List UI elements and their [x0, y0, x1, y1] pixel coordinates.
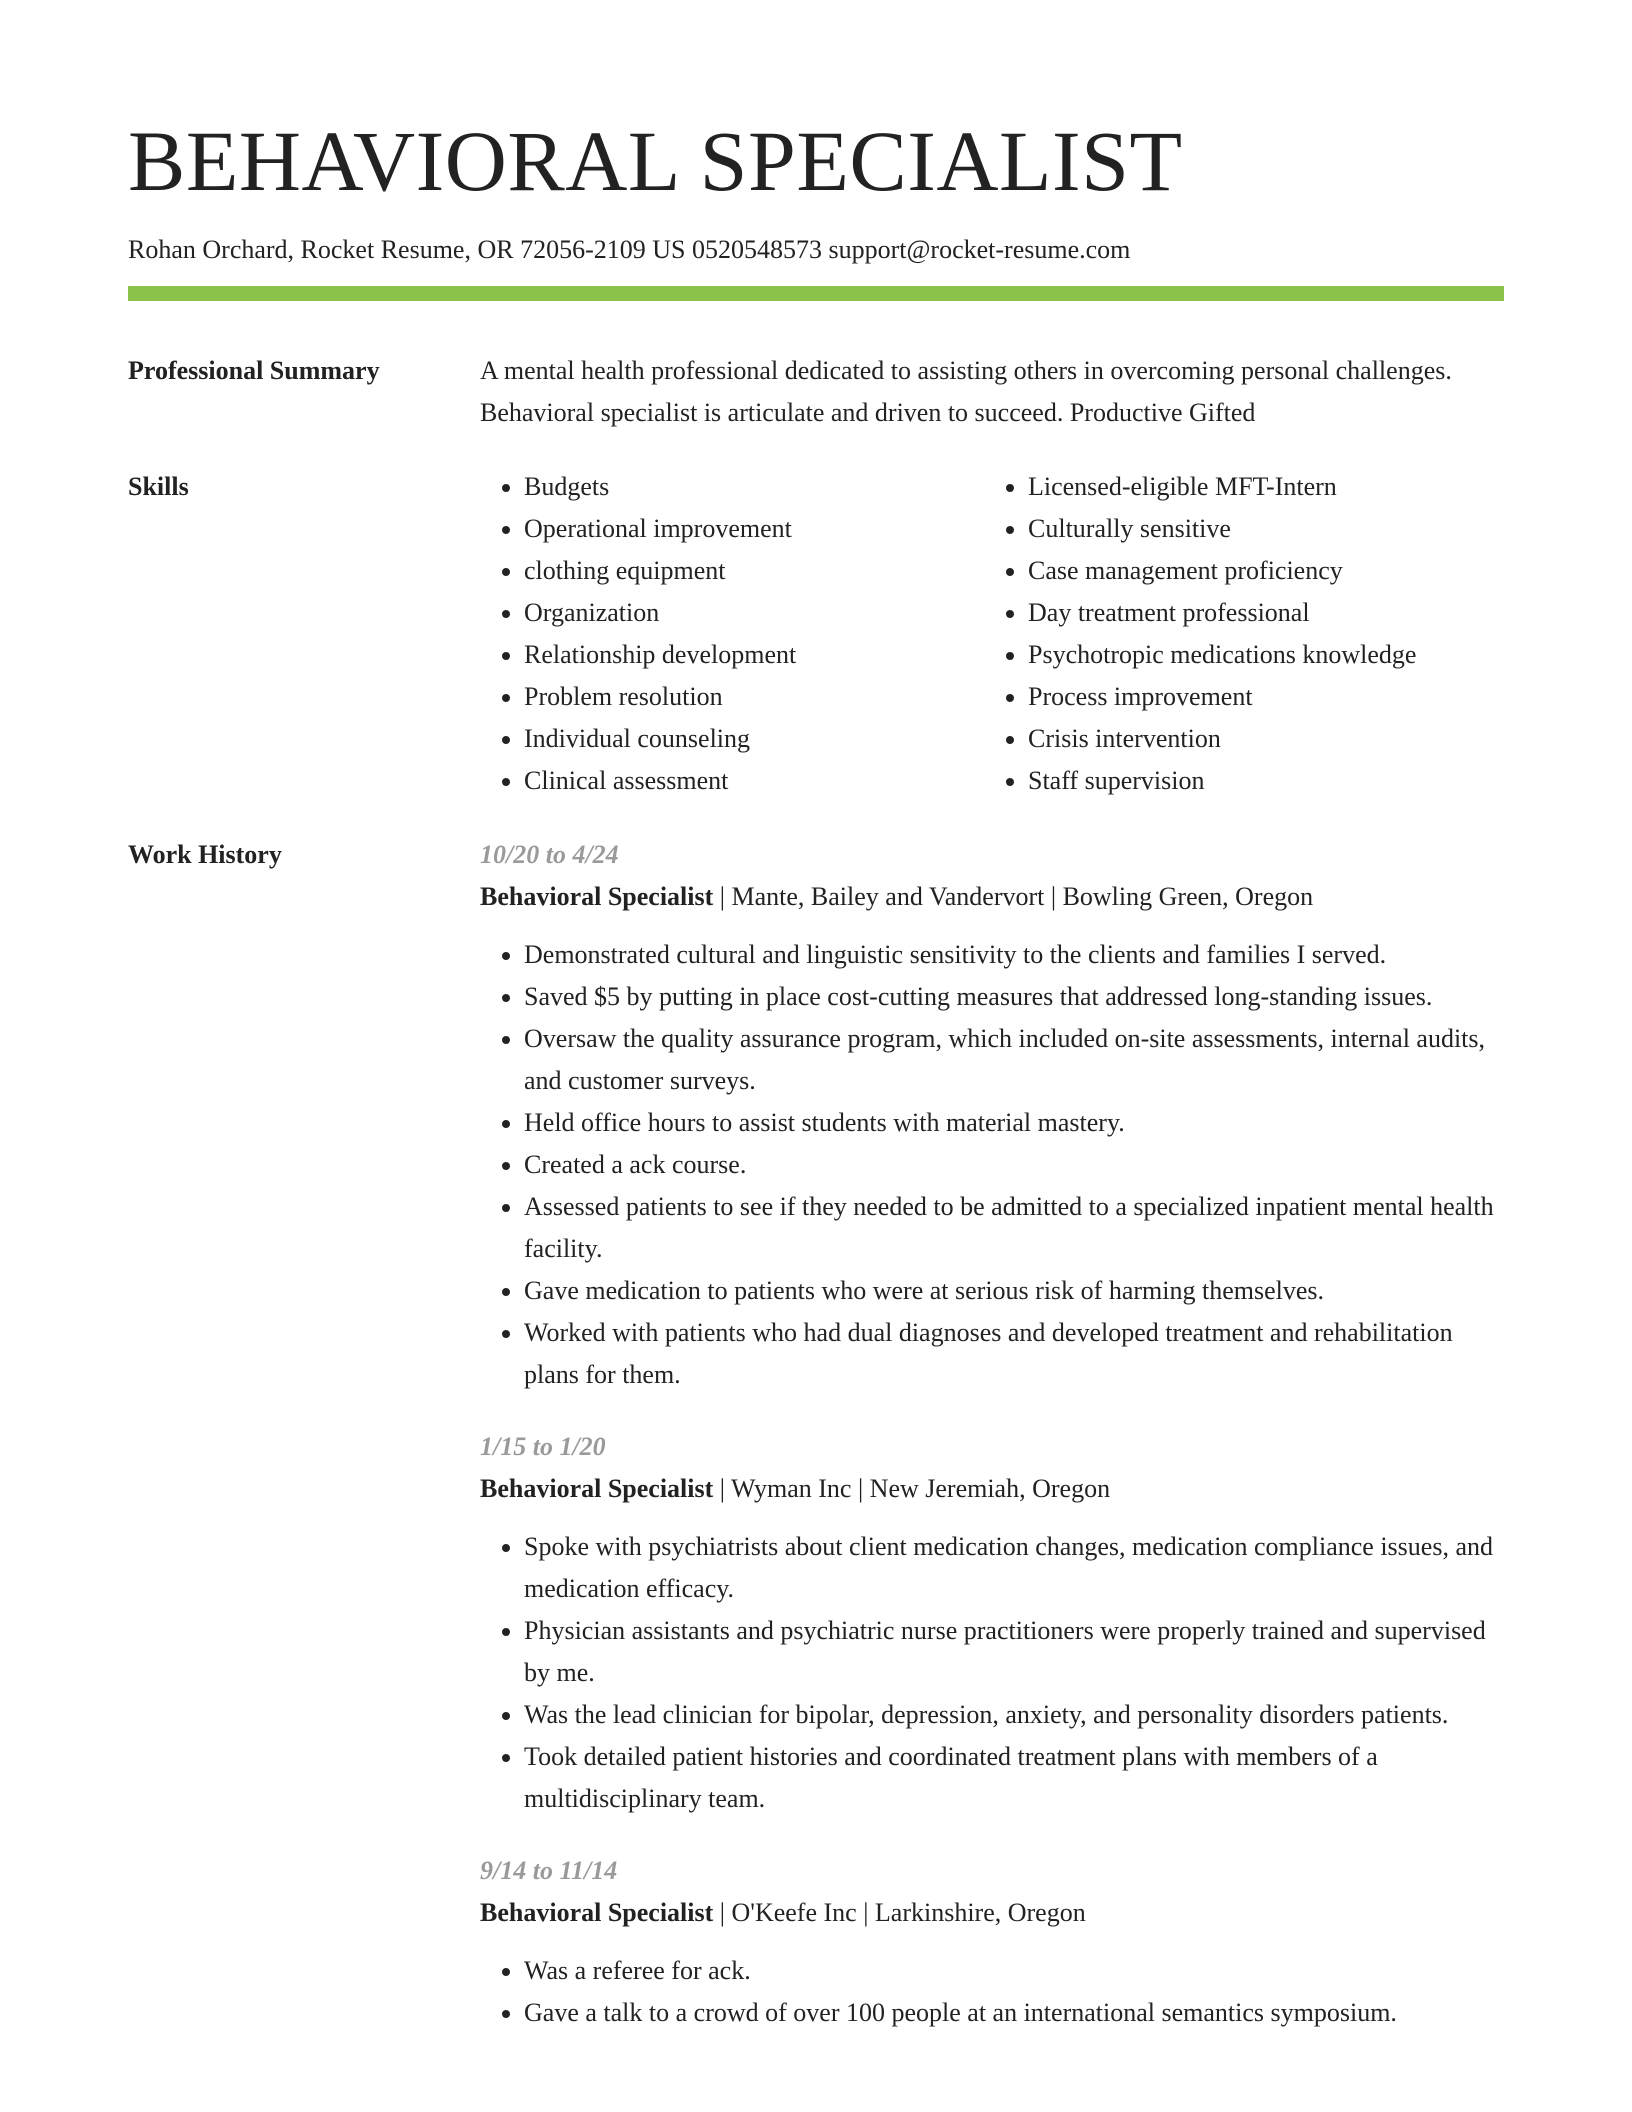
job-bullet: • Worked with patients who had dual diagnoses and developed treatment and rehabilitation plans for them. [524, 1312, 1504, 1396]
skills-list-left [480, 466, 984, 802]
job-bullet: • Spoke with psychiatrists about client medication changes, medication compliance issues, and medication efficacy. [524, 1526, 1504, 1610]
job-bullet: • Demonstrated cultural and linguistic sensitivity to the clients and families I served. [524, 934, 1504, 976]
job-dates: 9/14 to 11/14 [480, 1856, 618, 1885]
job-bullets [480, 1950, 1504, 2034]
resume-title: BEHAVIORAL SPECIALIST [128, 113, 1183, 209]
skill-item: • Operational improvement [524, 508, 984, 550]
skill-item: • Problem resolution [524, 676, 984, 718]
job-bullet: • Physician assistants and psychiatric nurse practitioners were properly trained and supervised by me. [524, 1610, 1504, 1694]
job-bullet: • Assessed patients to see if they needed to be admitted to a specialized inpatient mental health facility. [524, 1186, 1504, 1270]
job-dates: 1/15 to 1/20 [480, 1432, 606, 1461]
skill-item: • Day treatment professional [1028, 592, 1488, 634]
skill-item: • Organization [524, 592, 984, 634]
summary-heading: Professional Summary [128, 356, 380, 385]
job-bullet: • Was a referee for ack. [524, 1950, 1504, 1992]
job-employer-location: | Wyman Inc | New Jeremiah, Oregon [713, 1474, 1111, 1503]
job-heading [480, 1892, 1504, 1934]
summary-text: A mental health professional dedicated to assisting others in overcoming personal challenges. Behavioral specialist is articulate and driven to succeed. Productive Gifted [480, 356, 1452, 427]
skill-item: • Licensed-eligible MFT-Intern [1028, 466, 1488, 508]
job-bullet: • Was the lead clinician for bipolar, depression, anxiety, and personality disorders patients. [524, 1694, 1504, 1736]
skills-heading: Skills [128, 472, 189, 501]
summary-body [480, 350, 1504, 434]
job-entry [480, 834, 1504, 1396]
job-dates: 10/20 to 4/24 [480, 840, 619, 869]
job-entry [480, 1850, 1504, 2034]
job-bullet: • Saved $5 by putting in place cost-cutting measures that addressed long-standing issues. [524, 976, 1504, 1018]
skill-item: • Staff supervision [1028, 760, 1488, 802]
job-entry [480, 1426, 1504, 1820]
skill-item: • Culturally sensitive [1028, 508, 1488, 550]
job-bullet: • Gave medication to patients who were at serious risk of harming themselves. [524, 1270, 1504, 1312]
skill-item: • Case management proficiency [1028, 550, 1488, 592]
skill-item: • Relationship development [524, 634, 984, 676]
job-bullet: • Took detailed patient histories and coordinated treatment plans with members of a multidisciplinary team. [524, 1736, 1504, 1820]
skill-item: • clothing equipment [524, 550, 984, 592]
job-title: Behavioral Specialist [480, 882, 714, 911]
job-bullet: • Oversaw the quality assurance program, which included on-site assessments, internal audits, and customer surveys. [524, 1018, 1504, 1102]
skill-item: • Psychotropic medications knowledge [1028, 634, 1488, 676]
job-bullet: • Created a ack course. [524, 1144, 1504, 1186]
skill-item: • Budgets [524, 466, 984, 508]
skill-item: • Clinical assessment [524, 760, 984, 802]
skills-list-right [984, 466, 1488, 802]
job-bullet: • Gave a talk to a crowd of over 100 people at an international semantics symposium. [524, 1992, 1504, 2034]
job-employer-location: | O'Keefe Inc | Larkinshire, Oregon [713, 1898, 1086, 1927]
contact-line: Rohan Orchard, Rocket Resume, OR 72056-2109 US 0520548573 support@rocket-resume.com [128, 235, 1131, 264]
job-bullets [480, 1526, 1504, 1820]
job-heading [480, 1468, 1504, 1510]
skills-body [480, 466, 1504, 802]
job-heading [480, 876, 1504, 918]
job-title: Behavioral Specialist [480, 1474, 714, 1503]
job-title: Behavioral Specialist [480, 1898, 714, 1927]
header-divider [128, 286, 1504, 301]
job-bullet: • Held office hours to assist students with material mastery. [524, 1102, 1504, 1144]
skill-item: • Crisis intervention [1028, 718, 1488, 760]
job-bullets [480, 934, 1504, 1396]
work-history-heading: Work History [128, 840, 282, 869]
work-history-body [480, 834, 1504, 2064]
job-employer-location: | Mante, Bailey and Vandervort | Bowling Green, Oregon [713, 882, 1314, 911]
skill-item: • Process improvement [1028, 676, 1488, 718]
skill-item: • Individual counseling [524, 718, 984, 760]
